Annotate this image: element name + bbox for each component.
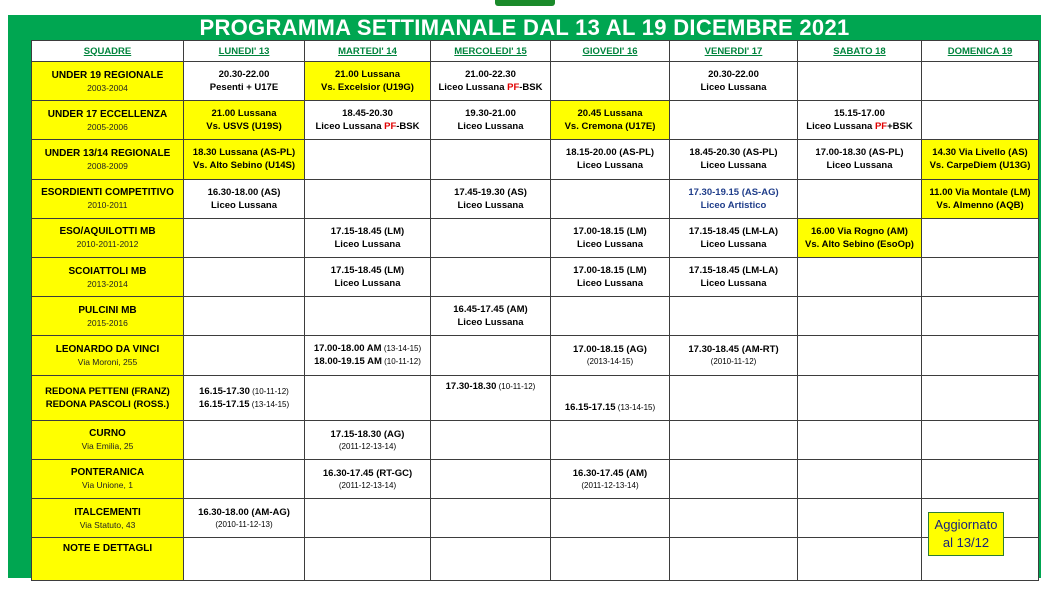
schedule-cell: 17.00-18.15 (LM) Liceo Lussana bbox=[551, 257, 670, 296]
match-cell: 21.00 Lussana Vs. USVS (U19S) bbox=[184, 101, 305, 140]
empty-cell bbox=[551, 420, 670, 459]
match-cell: 14.30 Via Livello (AS) Vs. CarpeDiem (U13G) bbox=[922, 140, 1039, 179]
empty-cell bbox=[670, 459, 798, 498]
empty-cell bbox=[922, 420, 1039, 459]
schedule-frame bbox=[8, 15, 1041, 578]
match-cell: 18.30 Lussana (AS-PL) Vs. Alto Sebino (U14S) bbox=[184, 140, 305, 179]
empty-cell bbox=[551, 179, 670, 218]
table-row bbox=[32, 336, 1039, 375]
schedule-cell: 17.30-19.15 (AS-AG) Liceo Artistico bbox=[670, 179, 798, 218]
schedule-cell: 17.30-18.45 (AM-RT) (2010-11-12) bbox=[670, 336, 798, 375]
schedule-cell: 17.15-18.45 (LM-LA) Liceo Lussana bbox=[670, 257, 798, 296]
schedule-cell: 18.45-20.30 Liceo Lussana PF-BSK bbox=[305, 101, 431, 140]
table-row bbox=[32, 140, 1039, 179]
table-row bbox=[32, 420, 1039, 459]
match-cell: 20.45 Lussana Vs. Cremona (U17E) bbox=[551, 101, 670, 140]
match-cell: 16.00 Via Rogno (AM) Vs. Alto Sebino (EsoOp) bbox=[798, 218, 922, 257]
team-cell: CURNO Via Emilia, 25 bbox=[32, 420, 184, 459]
empty-cell bbox=[670, 420, 798, 459]
team-cell: SCOIATTOLI MB 2013-2014 bbox=[32, 257, 184, 296]
table-row bbox=[32, 459, 1039, 498]
schedule-cell: 19.30-21.00 Liceo Lussana bbox=[431, 101, 551, 140]
empty-cell bbox=[798, 499, 922, 538]
table-row bbox=[32, 101, 1039, 140]
empty-cell bbox=[184, 257, 305, 296]
schedule-cell: 16.30-18.00 (AM-AG) (2010-11-12-13) bbox=[184, 499, 305, 538]
schedule-cell: 17.15-18.45 (LM) Liceo Lussana bbox=[305, 218, 431, 257]
schedule-cell: 17.15-18.30 (AG) (2011-12-13-14) bbox=[305, 420, 431, 459]
schedule-cell: 16.15-17.15 (13-14-15) bbox=[551, 375, 670, 420]
schedule-cell: 16.30-18.00 (AS) Liceo Lussana bbox=[184, 179, 305, 218]
schedule-cell: 18.15-20.00 (AS-PL) Liceo Lussana bbox=[551, 140, 670, 179]
schedule-cell: 16.15-17.30 (10-11-12) 16.15-17.15 (13-14-15) bbox=[184, 375, 305, 420]
empty-cell bbox=[305, 140, 431, 179]
schedule-cell: 17.00-18.00 AM (13-14-15) 18.00-19.15 AM (10-11-12) bbox=[305, 336, 431, 375]
schedule-cell: 17.15-18.45 (LM-LA) Liceo Lussana bbox=[670, 218, 798, 257]
empty-cell bbox=[184, 459, 305, 498]
team-cell: PULCINI MB 2015-2016 bbox=[32, 297, 184, 336]
empty-cell bbox=[431, 336, 551, 375]
empty-cell bbox=[922, 101, 1039, 140]
match-cell: 11.00 Via Montale (LM) Vs. Almenno (AQB) bbox=[922, 179, 1039, 218]
empty-cell bbox=[431, 218, 551, 257]
table-row bbox=[32, 499, 1039, 538]
empty-cell bbox=[922, 459, 1039, 498]
schedule-cell: 18.45-20.30 (AS-PL) Liceo Lussana bbox=[670, 140, 798, 179]
team-cell: LEONARDO DA VINCI Via Moroni, 255 bbox=[32, 336, 184, 375]
empty-cell bbox=[798, 62, 922, 101]
team-cell: UNDER 17 ECCELLENZA 2005-2006 bbox=[32, 101, 184, 140]
empty-cell bbox=[670, 499, 798, 538]
schedule-cell: 17.15-18.45 (LM) Liceo Lussana bbox=[305, 257, 431, 296]
team-cell: UNDER 19 REGIONALE 2003-2004 bbox=[32, 62, 184, 101]
schedule-cell: 20.30-22.00 Liceo Lussana bbox=[670, 62, 798, 101]
empty-cell bbox=[431, 257, 551, 296]
empty-cell bbox=[798, 257, 922, 296]
table-row bbox=[32, 218, 1039, 257]
empty-cell bbox=[922, 218, 1039, 257]
team-cell: ESORDIENTI COMPETITIVO 2010-2011 bbox=[32, 179, 184, 218]
schedule-cell: 17.00-18.30 (AS-PL) Liceo Lussana bbox=[798, 140, 922, 179]
empty-cell bbox=[798, 297, 922, 336]
empty-cell bbox=[184, 218, 305, 257]
empty-cell bbox=[431, 499, 551, 538]
team-cell: ESO/AQUILOTTI MB 2010-2011-2012 bbox=[32, 218, 184, 257]
table-row bbox=[32, 297, 1039, 336]
schedule-cell: 17.00-18.15 (AG) (2013-14-15) bbox=[551, 336, 670, 375]
header-friday: VENERDI' 17 bbox=[670, 41, 798, 62]
empty-cell bbox=[305, 179, 431, 218]
empty-cell bbox=[922, 62, 1039, 101]
header-monday: LUNEDI' 13 bbox=[184, 41, 305, 62]
team-cell: NOTE E DETTAGLI bbox=[32, 538, 184, 581]
schedule-cell: 20.30-22.00 Pesenti + U17E bbox=[184, 62, 305, 101]
header-sunday: DOMENICA 19 bbox=[922, 41, 1039, 62]
empty-cell bbox=[670, 101, 798, 140]
updated-badge: Aggiornato al 13/12 bbox=[928, 512, 1004, 556]
team-cell: UNDER 13/14 REGIONALE 2008-2009 bbox=[32, 140, 184, 179]
empty-cell bbox=[184, 420, 305, 459]
empty-cell bbox=[305, 499, 431, 538]
schedule-cell: 21.00-22.30 Liceo Lussana PF-BSK bbox=[431, 62, 551, 101]
empty-cell bbox=[670, 538, 798, 581]
schedule-table bbox=[31, 40, 1039, 581]
schedule-cell: 16.30-17.45 (RT-GC) (2011-12-13-14) bbox=[305, 459, 431, 498]
empty-cell bbox=[431, 140, 551, 179]
empty-cell bbox=[184, 297, 305, 336]
team-cell: PONTERANICA Via Unione, 1 bbox=[32, 459, 184, 498]
logo-strip bbox=[495, 0, 555, 6]
table-row bbox=[32, 538, 1039, 581]
empty-cell bbox=[922, 297, 1039, 336]
empty-cell bbox=[305, 538, 431, 581]
table-row bbox=[32, 257, 1039, 296]
empty-cell bbox=[431, 459, 551, 498]
empty-cell bbox=[798, 375, 922, 420]
empty-cell bbox=[922, 375, 1039, 420]
empty-cell bbox=[670, 375, 798, 420]
empty-cell bbox=[431, 538, 551, 581]
schedule-cell: 15.15-17.00 Liceo Lussana PF+BSK bbox=[798, 101, 922, 140]
schedule-cell: 16.30-17.45 (AM) (2011-12-13-14) bbox=[551, 459, 670, 498]
empty-cell bbox=[798, 459, 922, 498]
header-thursday: GIOVEDI' 16 bbox=[551, 41, 670, 62]
schedule-cell: 16.45-17.45 (AM) Liceo Lussana bbox=[431, 297, 551, 336]
empty-cell bbox=[551, 297, 670, 336]
header-tuesday: MARTEDI' 14 bbox=[305, 41, 431, 62]
empty-cell bbox=[551, 499, 670, 538]
page-title: PROGRAMMA SETTIMANALE DAL 13 AL 19 DICEMBRE 2021 bbox=[199, 15, 850, 40]
header-wednesday: MERCOLEDI' 15 bbox=[431, 41, 551, 62]
header-saturday: SABATO 18 bbox=[798, 41, 922, 62]
schedule-cell: 17.00-18.15 (LM) Liceo Lussana bbox=[551, 218, 670, 257]
team-cell: REDONA PETTENI (FRANZ) REDONA PASCOLI (ROSS.) bbox=[32, 375, 184, 420]
empty-cell bbox=[798, 420, 922, 459]
empty-cell bbox=[431, 420, 551, 459]
schedule-cell: 17.45-19.30 (AS) Liceo Lussana bbox=[431, 179, 551, 218]
empty-cell bbox=[922, 257, 1039, 296]
team-cell: ITALCEMENTI Via Statuto, 43 bbox=[32, 499, 184, 538]
empty-cell bbox=[798, 336, 922, 375]
table-row bbox=[32, 179, 1039, 218]
empty-cell bbox=[551, 62, 670, 101]
empty-cell bbox=[798, 179, 922, 218]
table-row bbox=[32, 375, 1039, 420]
header-squadre: SQUADRE bbox=[32, 41, 184, 62]
empty-cell bbox=[670, 297, 798, 336]
empty-cell bbox=[922, 336, 1039, 375]
empty-cell bbox=[184, 336, 305, 375]
header-row bbox=[32, 41, 1039, 62]
empty-cell bbox=[798, 538, 922, 581]
empty-cell bbox=[551, 538, 670, 581]
empty-cell bbox=[184, 538, 305, 581]
schedule-cell: 17.30-18.30 (10-11-12) bbox=[431, 375, 551, 420]
empty-cell bbox=[305, 375, 431, 420]
empty-cell bbox=[305, 297, 431, 336]
match-cell: 21.00 Lussana Vs. Excelsior (U19G) bbox=[305, 62, 431, 101]
table-row bbox=[32, 62, 1039, 101]
